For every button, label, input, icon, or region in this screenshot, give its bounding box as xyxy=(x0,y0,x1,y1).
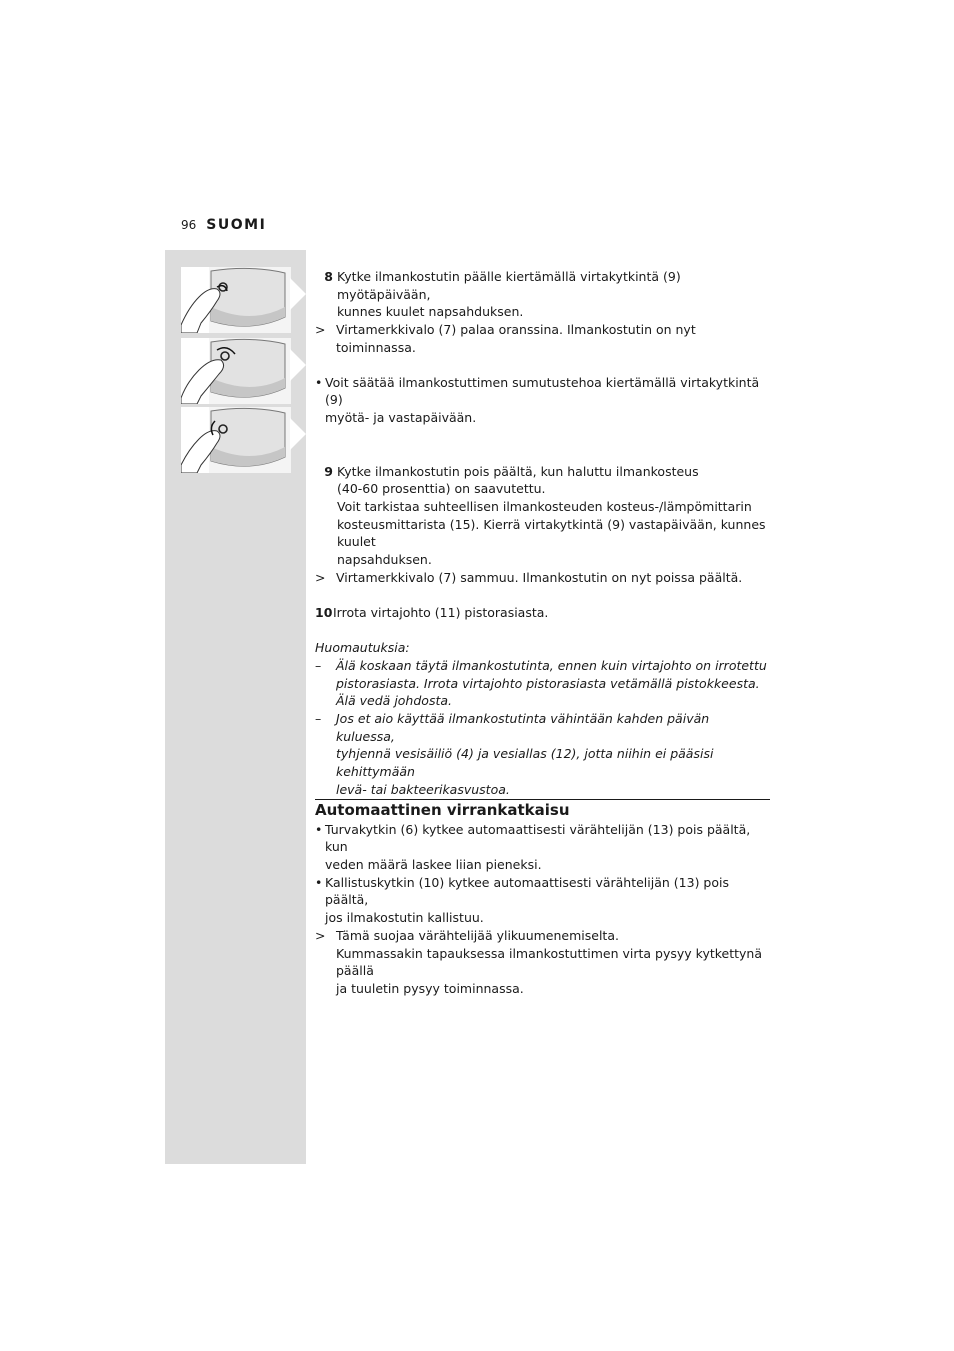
note-line: Älä vedä johdosta. xyxy=(336,693,452,709)
notes-title: Huomautuksia: xyxy=(315,640,410,656)
note-line: Jos et aio käyttää ilmankostutinta vähintään kahden päivän kuluessa, xyxy=(336,711,710,744)
result-marker: > xyxy=(315,569,326,585)
illustration-adjust xyxy=(181,338,291,404)
step-line: Kytke ilmankostutin pois päältä, kun haluttu ilmankosteus xyxy=(337,463,699,479)
bullet-marker: • xyxy=(315,821,323,837)
result-text: Virtamerkkivalo (7) palaa oranssina. Ilmankostutin on nyt toiminnassa. xyxy=(336,322,696,355)
pointer-arrow-icon xyxy=(290,418,306,450)
step-line: Irrota virtajohto (11) pistorasiasta. xyxy=(333,604,549,620)
bullet-line: Kallistuskytkin (10) kytkee automaattisesti värähtelijän (13) pois päältä, xyxy=(325,874,729,908)
adjust-bullet xyxy=(315,374,770,427)
step-line: (40-60 prosenttia) on saavutettu. xyxy=(337,481,546,497)
step-9-result xyxy=(315,569,770,587)
auto-result xyxy=(315,927,770,998)
step-8 xyxy=(315,268,770,321)
step-line: napsahduksen. xyxy=(337,552,432,568)
note-line: tyhjennä vesisäiliö (4) ja vesiallas (12), jotta niihin ei pääsisi kehittymään xyxy=(336,746,714,780)
note-marker: – xyxy=(315,657,322,673)
pointer-arrow-icon xyxy=(290,278,306,310)
note-marker: – xyxy=(315,711,322,727)
result-line: ja tuuletin pysyy toiminnassa. xyxy=(336,980,524,996)
auto-bullet xyxy=(315,821,770,874)
step-10 xyxy=(315,604,770,622)
note-line: Älä koskaan täytä ilmankostutinta, ennen kuin virtajohto on irrotettu xyxy=(336,657,767,673)
step-line: kunnes kuulet napsahduksen. xyxy=(337,304,524,320)
note-item xyxy=(315,710,770,799)
step-number: 8 xyxy=(324,269,333,284)
section-title: SUOMI xyxy=(206,217,267,233)
bullet-line: jos ilmakostutin kallistuu. xyxy=(325,910,484,926)
step-line: Voit tarkistaa suhteellisen ilmankosteuden kosteus-/lämpömittarin xyxy=(337,499,752,515)
step-number: 10 xyxy=(315,604,333,620)
bullet-line: Turvakytkin (6) kytkee automaattisesti värähtelijän (13) pois päältä, kun xyxy=(325,821,751,855)
step-line: kosteusmittarista (15). Kierrä virtakytkintä (9) vastapäivään, kunnes kuulet xyxy=(337,516,766,550)
step-8-result xyxy=(315,321,770,356)
note-line: pistorasiasta. Irrota virtajohto pistorasiasta vetämällä pistokkeesta. xyxy=(336,675,760,691)
result-line: Kummassakin tapauksessa ilmankostuttimen virta pysyy kytkettynä päällä xyxy=(336,945,763,979)
result-text: Virtamerkkivalo (7) sammuu. Ilmankostutin on nyt poissa päältä. xyxy=(336,569,743,585)
auto-bullet xyxy=(315,874,770,927)
illustration-switch-on xyxy=(181,267,291,333)
note-item xyxy=(315,657,770,710)
bullet-line: Voit säätää ilmankostuttimen sumutustehoa kiertämällä virtakytkintä (9) xyxy=(325,374,760,408)
illustration-switch-off xyxy=(181,407,291,473)
page-number: 96 xyxy=(181,218,197,232)
notes-block xyxy=(315,639,770,798)
result-line: Tämä suojaa värähtelijää ylikuumenemiselta. xyxy=(336,927,619,943)
page-header xyxy=(181,217,266,237)
note-line: levä- tai bakteerikasvustoa. xyxy=(336,781,510,797)
bullet-line: myötä- ja vastapäivään. xyxy=(325,409,477,425)
section-heading: Automaattinen virrankatkaisu xyxy=(315,800,570,819)
bullet-marker: • xyxy=(315,874,323,890)
result-marker: > xyxy=(315,322,326,338)
step-number: 9 xyxy=(324,463,333,479)
step-line: Kytke ilmankostutin päälle kiertämällä virtakytkintä (9) myötäpäivään, xyxy=(337,269,681,302)
pointer-arrow-icon xyxy=(290,349,306,381)
bullet-line: veden määrä laskee liian pieneksi. xyxy=(325,856,542,872)
step-9 xyxy=(315,463,770,569)
result-marker: > xyxy=(315,927,326,943)
instruction-text xyxy=(315,268,770,998)
bullet-marker: • xyxy=(315,374,323,390)
